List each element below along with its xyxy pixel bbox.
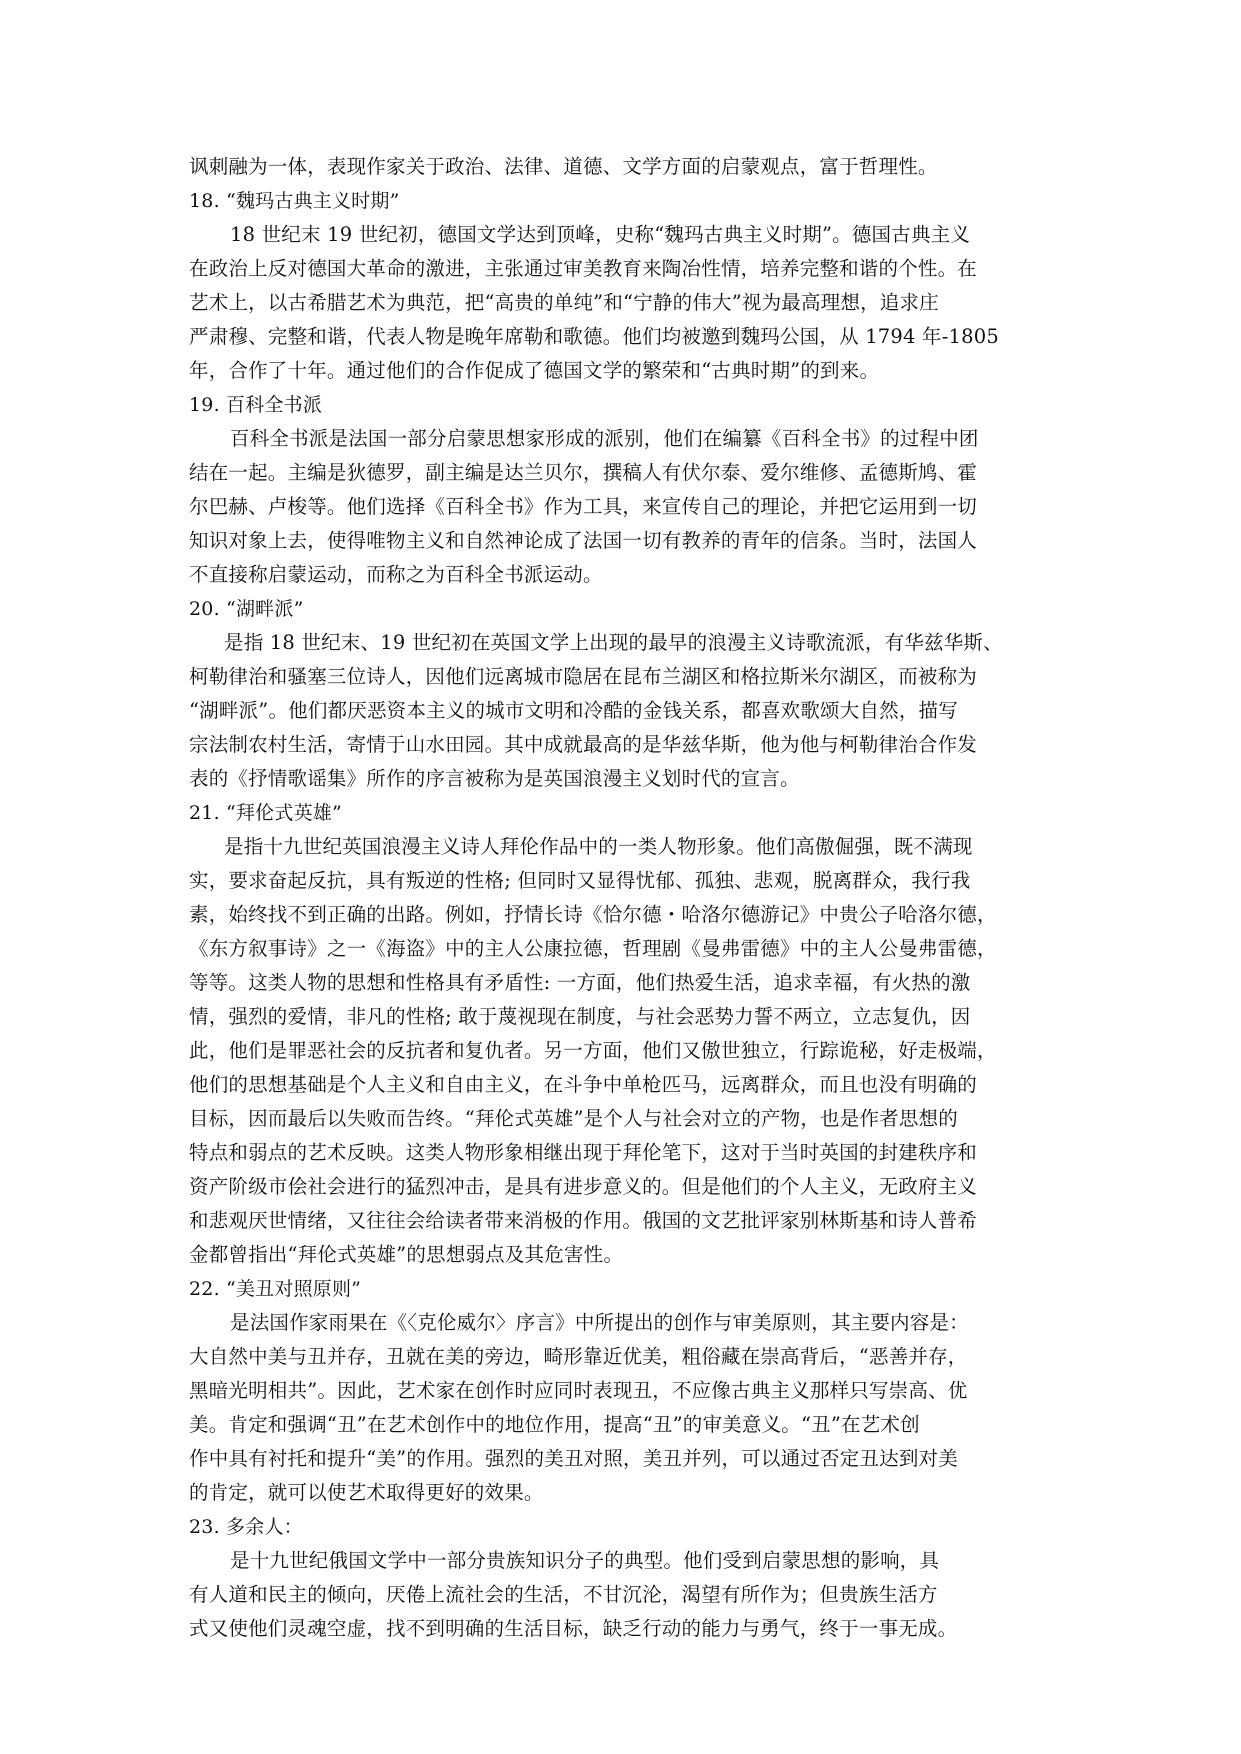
- text-line: 知识对象上去，使得唯物主义和自然神论成了法国一切有教养的青年的信条。当时，法国人: [189, 529, 978, 552]
- section-heading: 23. 多余人：: [189, 1516, 303, 1538]
- text-line: 是十九世纪俄国文学中一部分贵族知识分子的典型。他们受到启蒙思想的影响，具: [230, 1549, 940, 1572]
- text-line: 目标，因而最后以失败而告终。“拜伦式英雄”是个人与社会对立的产物，也是作者思想的: [189, 1107, 958, 1130]
- text-line: 是指十九世纪英国浪漫主义诗人拜伦作品中的一类人物形象。他们高傲倔强，既不满现: [224, 835, 973, 858]
- text-line: 美。肯定和强调“丑”在艺术创作中的地位作用，提高“丑”的审美意义。“丑”在艺术创: [189, 1413, 920, 1436]
- text-line: 结在一起。主编是狄德罗，副主编是达兰贝尔，撰稿人有伏尔泰、爱尔维修、孟德斯鸠、霍: [189, 461, 978, 484]
- section-heading: 20. “湖畔派”: [189, 598, 304, 620]
- text-line: 《东方叙事诗》之一《海盗》中的主人公康拉德，哲理剧《曼弗雷德》中的主人公曼弗雷德，: [189, 937, 997, 960]
- text-line: 黑暗光明相共”。因此，艺术家在创作时应同时表现丑，不应像古典主义那样只写崇高、优: [189, 1379, 968, 1402]
- text-line: 18 世纪末 19 世纪初，德国文学达到顶峰，史称“魏玛古典主义时期”。德国古典主义: [230, 223, 971, 246]
- text-line: 等等。这类人物的思想和性格具有矛盾性: 一方面，他们热爱生活，追求幸福，有火热的激: [189, 971, 971, 994]
- text-line: 艺术上，以古希腊艺术为典范，把“高贵的单纯”和“宁静的伟大”视为最高理想，追求庄: [189, 291, 939, 314]
- section-heading: 22. “美丑对照原则”: [189, 1278, 362, 1300]
- text-line: 百科全书派是法国一部分启蒙思想家形成的派别，他们在编纂《百科全书》的过程中团: [230, 427, 979, 450]
- text-line: 此，他们是罪恶社会的反抗者和复仇者。另一方面，他们又傲世独立，行踪诡秘，好走极端，: [189, 1039, 997, 1062]
- text-line: 金都曾指出“拜伦式英雄”的思想弱点及其危害性。: [189, 1243, 624, 1266]
- text-line: 情，强烈的爱情，非凡的性格; 敢于蔑视现在制度，与社会恶势力誓不两立，立志复仇，因: [189, 1005, 971, 1028]
- section-heading: 21. “拜伦式英雄”: [189, 802, 342, 824]
- section-heading: 19. 百科全书派: [189, 394, 323, 416]
- text-line: 作中具有衬托和提升“美”的作用。强烈的美丑对照，美丑并列，可以通过否定丑达到对美: [189, 1447, 958, 1470]
- text-line: 在政治上反对德国大革命的激进，主张通过审美教育来陶冶性情，培养完整和谐的个性。在: [189, 257, 978, 280]
- text-line: 尔巴赫、卢梭等。他们选择《百科全书》作为工具，来宣传自己的理论，并把它运用到一切: [189, 495, 978, 518]
- text-line: 严肃穆、完整和谐，代表人物是晚年席勒和歌德。他们均被邀到魏玛公国，从 1794 年-1805: [189, 325, 999, 348]
- text-line: 是指 18 世纪末、19 世纪初在英国文学上出现的最早的浪漫主义诗歌流派，有华兹华斯、: [224, 631, 1003, 654]
- text-line: 特点和弱点的艺术反映。这类人物形象相继出现于拜伦笔下，这对于当时英国的封建秩序和: [189, 1141, 978, 1164]
- text-line: 表的《抒情歌谣集》所作的序言被称为是英国浪漫主义划时代的宣言。: [189, 767, 800, 790]
- text-line: 他们的思想基础是个人主义和自由主义，在斗争中单枪匹马，远离群众，而且也没有明确的: [189, 1073, 978, 1096]
- text-line: 柯勒律治和骚塞三位诗人，因他们远离城市隐居在昆布兰湖区和格拉斯米尔湖区，而被称为: [189, 665, 978, 688]
- section-heading: 18. “魏玛古典主义时期”: [189, 190, 400, 212]
- text-line: 和悲观厌世情绪，又往往会给读者带来消极的作用。俄国的文艺批评家别林斯基和诗人普希: [189, 1209, 978, 1232]
- text-line: 是法国作家雨果在《〈克伦威尔〉序言》中所提出的创作与审美原则，其主要内容是：: [230, 1311, 969, 1334]
- text-line: 讽刺融为一体，表现作家关于政治、法律、道德、文学方面的启蒙观点，富于哲理性。: [189, 155, 938, 178]
- text-line: 的肯定，就可以使艺术取得更好的效果。: [189, 1481, 544, 1504]
- text-line: 式又使他们灵魂空虚，找不到明确的生活目标，缺乏行动的能力与勇气，终于一事无成。: [189, 1617, 958, 1640]
- text-line: 实，要求奋起反抗，具有叛逆的性格; 但同时又显得忧郁、孤独、悲观，脱离群众，我行我: [189, 869, 971, 892]
- text-line: 不直接称启蒙运动，而称之为百科全书派运动。: [189, 563, 603, 586]
- text-line: 年，合作了十年。通过他们的合作促成了德国文学的繁荣和“古典时期”的到来。: [189, 359, 880, 382]
- text-line: 有人道和民主的倾向，厌倦上流社会的生活，不甘沉沦，渴望有所作为；但贵族生活方: [189, 1583, 938, 1606]
- text-line: 资产阶级市侩社会进行的猛烈冲击，是具有进步意义的。但是他们的个人主义，无政府主义: [189, 1175, 978, 1198]
- text-line: 素，始终找不到正确的出路。例如，抒情长诗《恰尔德・哈洛尔德游记》中贵公子哈洛尔德，: [189, 903, 997, 926]
- text-line: 大自然中美与丑并存，丑就在美的旁边，畸形靠近优美，粗俗藏在崇高背后，“恶善并存，: [189, 1345, 968, 1368]
- text-line: “湖畔派”。他们都厌恶资本主义的城市文明和冷酷的金钱关系，都喜欢歌颂大自然，描写: [189, 699, 958, 722]
- text-line: 宗法制农村生活，寄情于山水田园。其中成就最高的是华兹华斯，他为他与柯勒律治合作发: [189, 733, 978, 756]
